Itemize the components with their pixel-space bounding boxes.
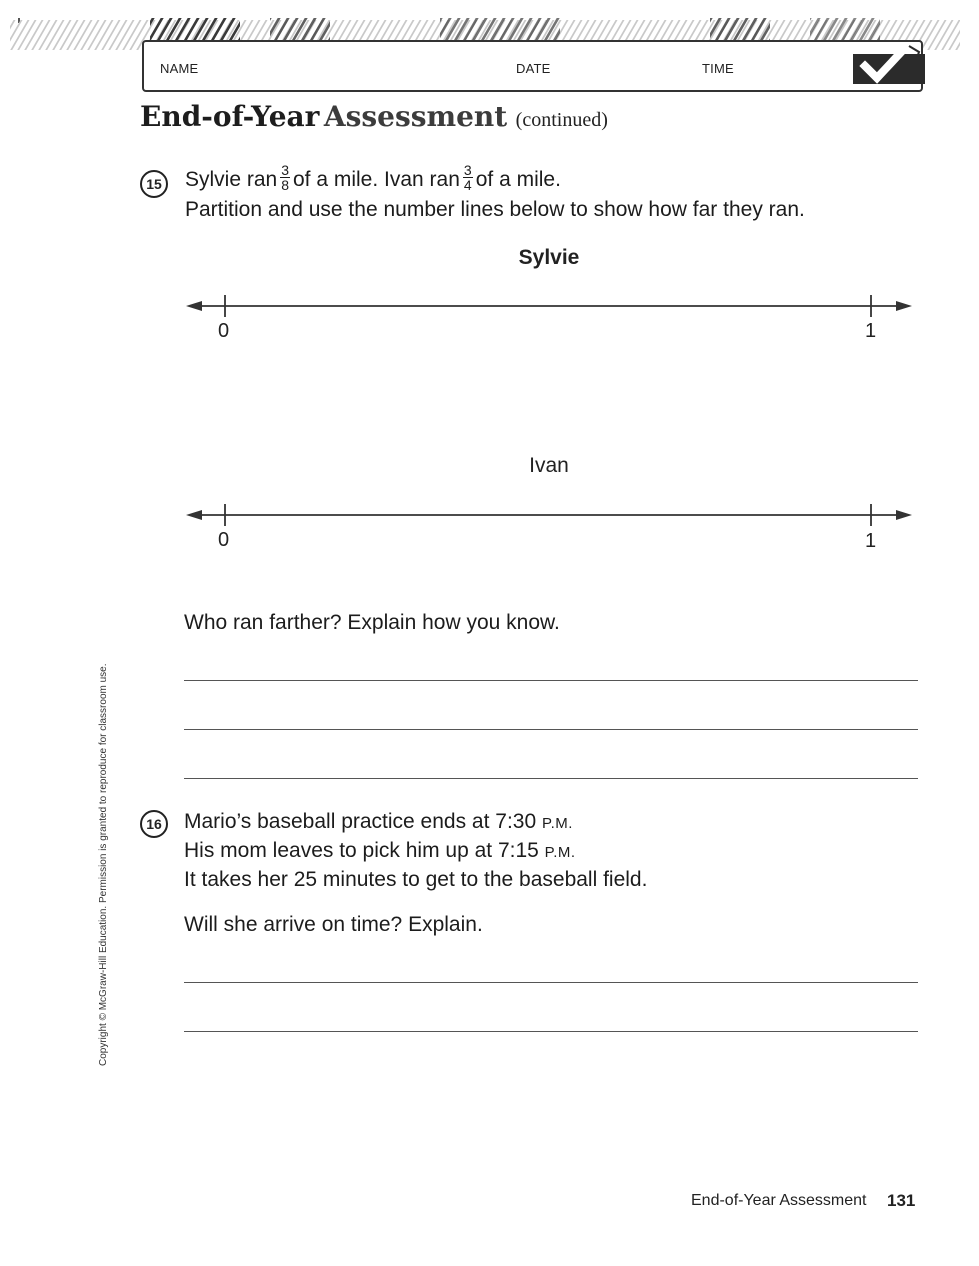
answer-line[interactable] (184, 1031, 918, 1032)
fraction-denominator: 4 (463, 176, 472, 193)
ivan-label-zero: 0 (218, 529, 230, 551)
footer-label: End-of-Year Assessment (691, 1192, 867, 1209)
sylvie-label-zero: 0 (218, 320, 230, 342)
name-label: NAME (160, 61, 199, 76)
question-16-line-3: It takes her 25 minutes to get to the baseball field. (184, 868, 648, 891)
title-part-1: End-of-Year (140, 100, 320, 133)
title-continued: (continued) (515, 109, 608, 131)
checkmark-icon (845, 44, 927, 88)
ivan-number-line[interactable] (184, 495, 914, 535)
question-15-number: 15 (140, 170, 168, 198)
question-16-line-2 (184, 839, 576, 863)
question-15-line-1 (185, 161, 561, 193)
date-label: DATE (516, 61, 551, 76)
answer-line[interactable] (184, 982, 918, 983)
page-title (140, 100, 608, 133)
copyright-notice: Copyright © McGraw-Hill Education. Permission is granted to reproduce for classroom use. (98, 663, 109, 1066)
question-16-number: 16 (140, 810, 168, 838)
time-label: TIME (702, 61, 734, 76)
title-part-2: Assessment (323, 100, 508, 133)
ivan-number-line-title: Ivan (529, 454, 569, 477)
question-16-question: Will she arrive on time? Explain. (184, 913, 483, 936)
answer-line[interactable] (184, 729, 918, 730)
page-number: 131 (887, 1191, 916, 1210)
question-15-follow-up: Who ran farther? Explain how you know. (184, 611, 560, 634)
q16-line-2-pm: P.M. (544, 844, 576, 861)
fraction-three-eighths (280, 163, 290, 192)
q15-text-c: of a mile. (475, 168, 561, 191)
fraction-numerator: 3 (463, 161, 472, 178)
sylvie-number-line[interactable] (184, 286, 914, 326)
answer-line[interactable] (184, 680, 918, 681)
q16-line-1-pm: P.M. (542, 815, 573, 832)
question-15-line-2: Partition and use the number lines below to show how far they ran. (185, 198, 805, 221)
q15-text-b: of a mile. Ivan ran (293, 168, 460, 191)
q16-line-2-text: His mom leaves to pick him up at 7:15 (184, 839, 539, 862)
fraction-three-fourths (463, 163, 473, 192)
question-16-line-1 (184, 810, 573, 834)
student-info-header (142, 40, 923, 92)
q15-text-a: Sylvie ran (185, 168, 278, 191)
sylvie-number-line-title: Sylvie (518, 246, 580, 269)
sylvie-label-one: 1 (865, 320, 877, 342)
q16-line-1-text: Mario’s baseball practice ends at 7:30 (184, 810, 537, 833)
fraction-numerator: 3 (281, 161, 289, 178)
ivan-label-one: 1 (865, 530, 877, 552)
answer-line[interactable] (184, 778, 918, 779)
fraction-denominator: 8 (281, 176, 289, 193)
